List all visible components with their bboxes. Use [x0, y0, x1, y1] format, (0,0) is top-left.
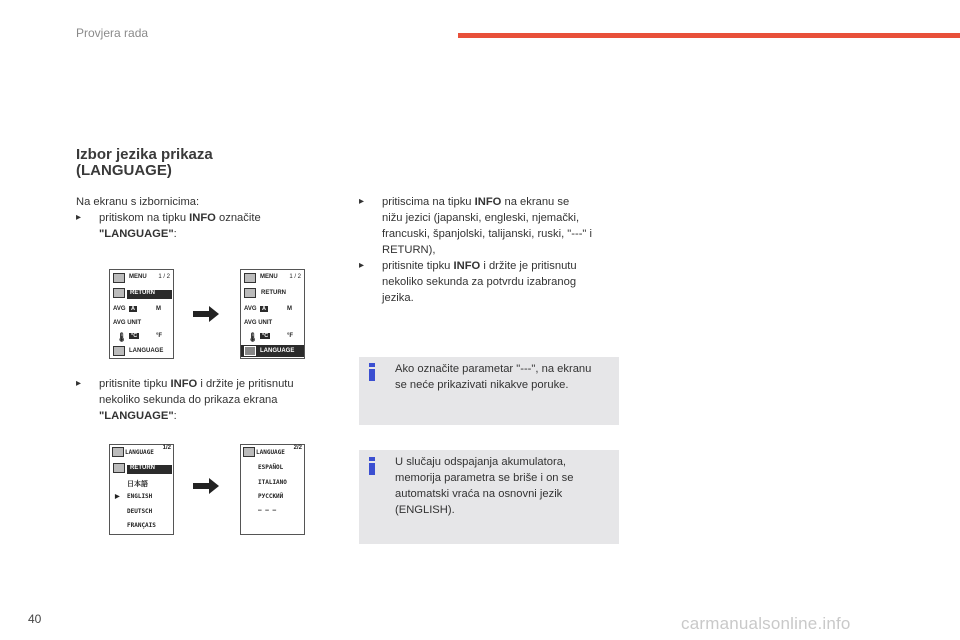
language-icon [244, 346, 256, 356]
language-screen-title: LANGUAGE [256, 449, 285, 456]
menu-page: 1 / 2 [289, 274, 301, 280]
language-screen-title: LANGUAGE [125, 449, 154, 456]
language-label: LANGUAGE [129, 348, 164, 354]
language-item-deutsch: DEUTSCH [127, 508, 153, 515]
section-title-line1: Izbor jezika prikaza [76, 146, 213, 163]
page-number: 40 [28, 612, 42, 626]
info-icon [369, 363, 375, 381]
language-item-russian: РУССКИЙ [258, 493, 284, 500]
header-accent-bar [458, 33, 960, 38]
avg-label: AVG [113, 306, 126, 312]
menu-label: MENU [129, 274, 147, 280]
right-text-block [359, 194, 629, 306]
thermometer-icon: 🌡 [247, 332, 259, 342]
fahrenheit: °F [287, 333, 294, 339]
left-intro: Na ekranu s izbornicima: [76, 196, 200, 208]
avg-label: AVG [244, 306, 257, 312]
language-item-none: — — — [258, 507, 277, 514]
language-icon [243, 447, 255, 457]
language-item-italiano: ITALIANO [258, 479, 287, 486]
return-label-highlighted: RETURN [127, 465, 172, 474]
right-bullet-2: ▸ pritisnite tipku INFO i držite je pritisnutu nekoliko sekunda za potvrdu izabranog jezika. [359, 260, 577, 304]
menu-label: MENU [260, 274, 278, 280]
right-arrow-icon [193, 306, 219, 322]
info-box-1 [359, 357, 619, 425]
avg-unit-label: AVG UNIT [244, 320, 273, 326]
celsius: °C [131, 333, 138, 339]
language-item-francais: FRANÇAIS [127, 522, 156, 529]
info-box-2 [359, 450, 619, 544]
language-item-espanol: ESPAÑOL [258, 464, 284, 471]
menu-icon [113, 273, 125, 283]
section-title [76, 147, 376, 179]
left-bullet-1: ▸ pritiskom na tipku INFO označite "LANGUAGE": [76, 212, 261, 240]
info-text-2: U slučaju odspajanja akumulatora, memorija parametra se briše i on se automatski vraća na osnovni jezik (ENGLISH). [395, 456, 574, 516]
bullet-arrow-icon: ▸ [359, 196, 365, 207]
menu-icon [244, 273, 256, 283]
return-arrow-icon [244, 288, 256, 298]
info-icon [369, 457, 375, 475]
left-bullet-2: ▸ pritisnite tipku INFO i držite je pritisnutu nekoliko sekunda do prikaza ekrana "LANGUAGE": [76, 378, 294, 422]
header-title: Provjera rada [76, 26, 149, 40]
language-label-highlighted: LANGUAGE [260, 348, 295, 354]
bullet-arrow-icon: ▸ [76, 212, 82, 223]
avg-unit-label: AVG UNIT [113, 320, 142, 326]
bullet-arrow-icon: ▸ [359, 260, 365, 271]
thermometer-icon: 🌡 [116, 332, 128, 342]
info-text-1: Ako označite parametar "---", na ekranu se neće prikazivati nikakve poruke. [395, 363, 592, 391]
left-intro-block [76, 194, 336, 242]
return-label: RETURN [261, 290, 286, 296]
language-screen-2 [240, 444, 305, 535]
avg-a: A [262, 306, 266, 312]
watermark: carmanualsonline.info [681, 614, 851, 633]
language-icon [113, 346, 125, 356]
right-arrow-icon [193, 478, 219, 494]
menu-screen-1 [109, 269, 174, 359]
left-bullet-2-block [76, 376, 336, 424]
section-title-line2: (LANGUAGE) [76, 162, 172, 179]
language-screen-page: 2/2 [293, 445, 302, 451]
language-screen-page: 1/2 [162, 445, 171, 451]
language-screen-1 [109, 444, 174, 535]
return-arrow-icon [113, 288, 125, 298]
return-arrow-icon [113, 463, 125, 473]
selected-marker-icon: ▶ [115, 494, 120, 500]
avg-m: M [287, 306, 292, 312]
return-label-highlighted: RETURN [127, 290, 172, 299]
menu-screen-2 [240, 269, 305, 359]
right-bullet-1: ▸ pritiscima na tipku INFO na ekranu se nižu jezici (japanski, engleski, njemački, francuski, španjolski, talijanski, ruski, "---" i RETURN), [359, 196, 592, 256]
language-item-english: ENGLISH [127, 493, 153, 500]
language-icon [112, 447, 124, 457]
language-item-japanese: 日本語 [127, 481, 148, 488]
menu-page: 1 / 2 [158, 274, 170, 280]
avg-m: M [156, 306, 161, 312]
bullet-arrow-icon: ▸ [76, 378, 82, 389]
celsius: °C [262, 333, 269, 339]
fahrenheit: °F [156, 333, 163, 339]
avg-a: A [131, 306, 135, 312]
